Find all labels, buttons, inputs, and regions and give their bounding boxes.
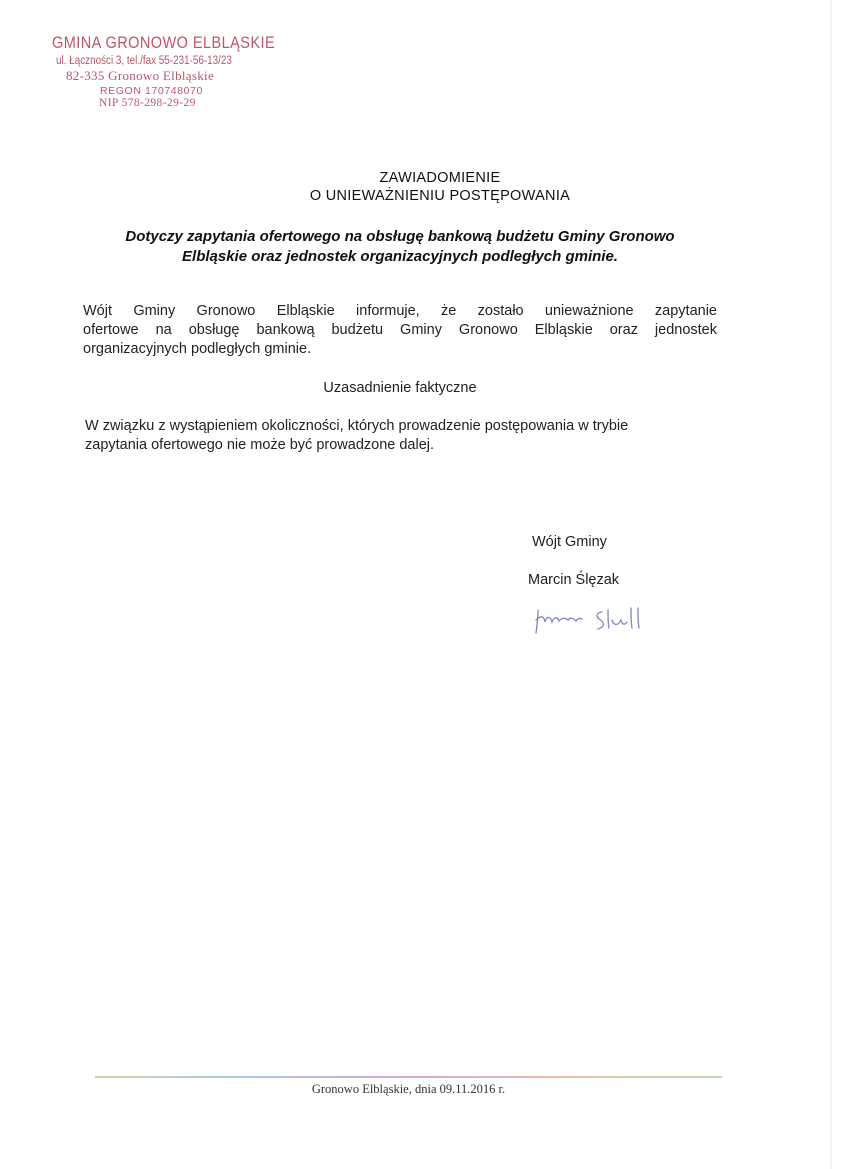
handwritten-signature bbox=[532, 600, 662, 636]
justification-heading: Uzasadnienie faktyczne bbox=[323, 380, 477, 396]
stamp-regon: REGON 170748070 bbox=[100, 85, 203, 97]
office-stamp bbox=[52, 34, 282, 109]
signatory-title: Wójt Gminy bbox=[532, 534, 607, 550]
stamp-address: ul. Łączności 3, tel./fax 55-231-56-13/23 bbox=[56, 55, 232, 67]
paragraph-line: W związku z wystąpieniem okoliczności, których prowadzenie postępowania w trybie bbox=[85, 418, 629, 434]
paragraph-line: organizacyjnych podległych gminie. bbox=[83, 341, 312, 357]
paragraph-line: ofertowe na obsługę bankową budżetu Gminy Gronowo Elbląskie oraz jednostek bbox=[83, 322, 717, 338]
stamp-postal: 82-335 Gronowo Elbląskie bbox=[66, 68, 215, 83]
paragraph-line: Wójt Gminy Gronowo Elbląskie informuje, że zostało unieważnione zapytanie bbox=[83, 303, 717, 319]
stamp-nip: NIP 578-298-29-29 bbox=[99, 97, 196, 109]
subject-line: Elbląskie oraz jednostek organizacyjnych podległych gminie. bbox=[182, 248, 618, 265]
footer-place-date: Gronowo Elbląskie, dnia 09.11.2016 r. bbox=[311, 1082, 506, 1096]
signatory-name: Marcin Ślęzak bbox=[528, 572, 620, 588]
document-title-line2: O UNIEWAŻNIENIU POSTĘPOWANIA bbox=[309, 188, 571, 204]
body-paragraph bbox=[83, 302, 717, 359]
stamp-name: GMINA GRONOWO ELBLĄSKIE bbox=[52, 34, 276, 52]
subject-block bbox=[80, 227, 720, 267]
scan-edge bbox=[830, 0, 832, 1169]
subject-line: Dotyczy zapytania ofertowego na obsługę bankową budżetu Gminy Gronowo bbox=[125, 228, 675, 245]
footer-divider bbox=[95, 1076, 722, 1078]
paragraph-line: zapytania ofertowego nie może być prowadzone dalej. bbox=[85, 437, 435, 453]
justification-paragraph bbox=[85, 417, 725, 455]
document-title: ZAWIADOMIENIE bbox=[379, 170, 501, 186]
